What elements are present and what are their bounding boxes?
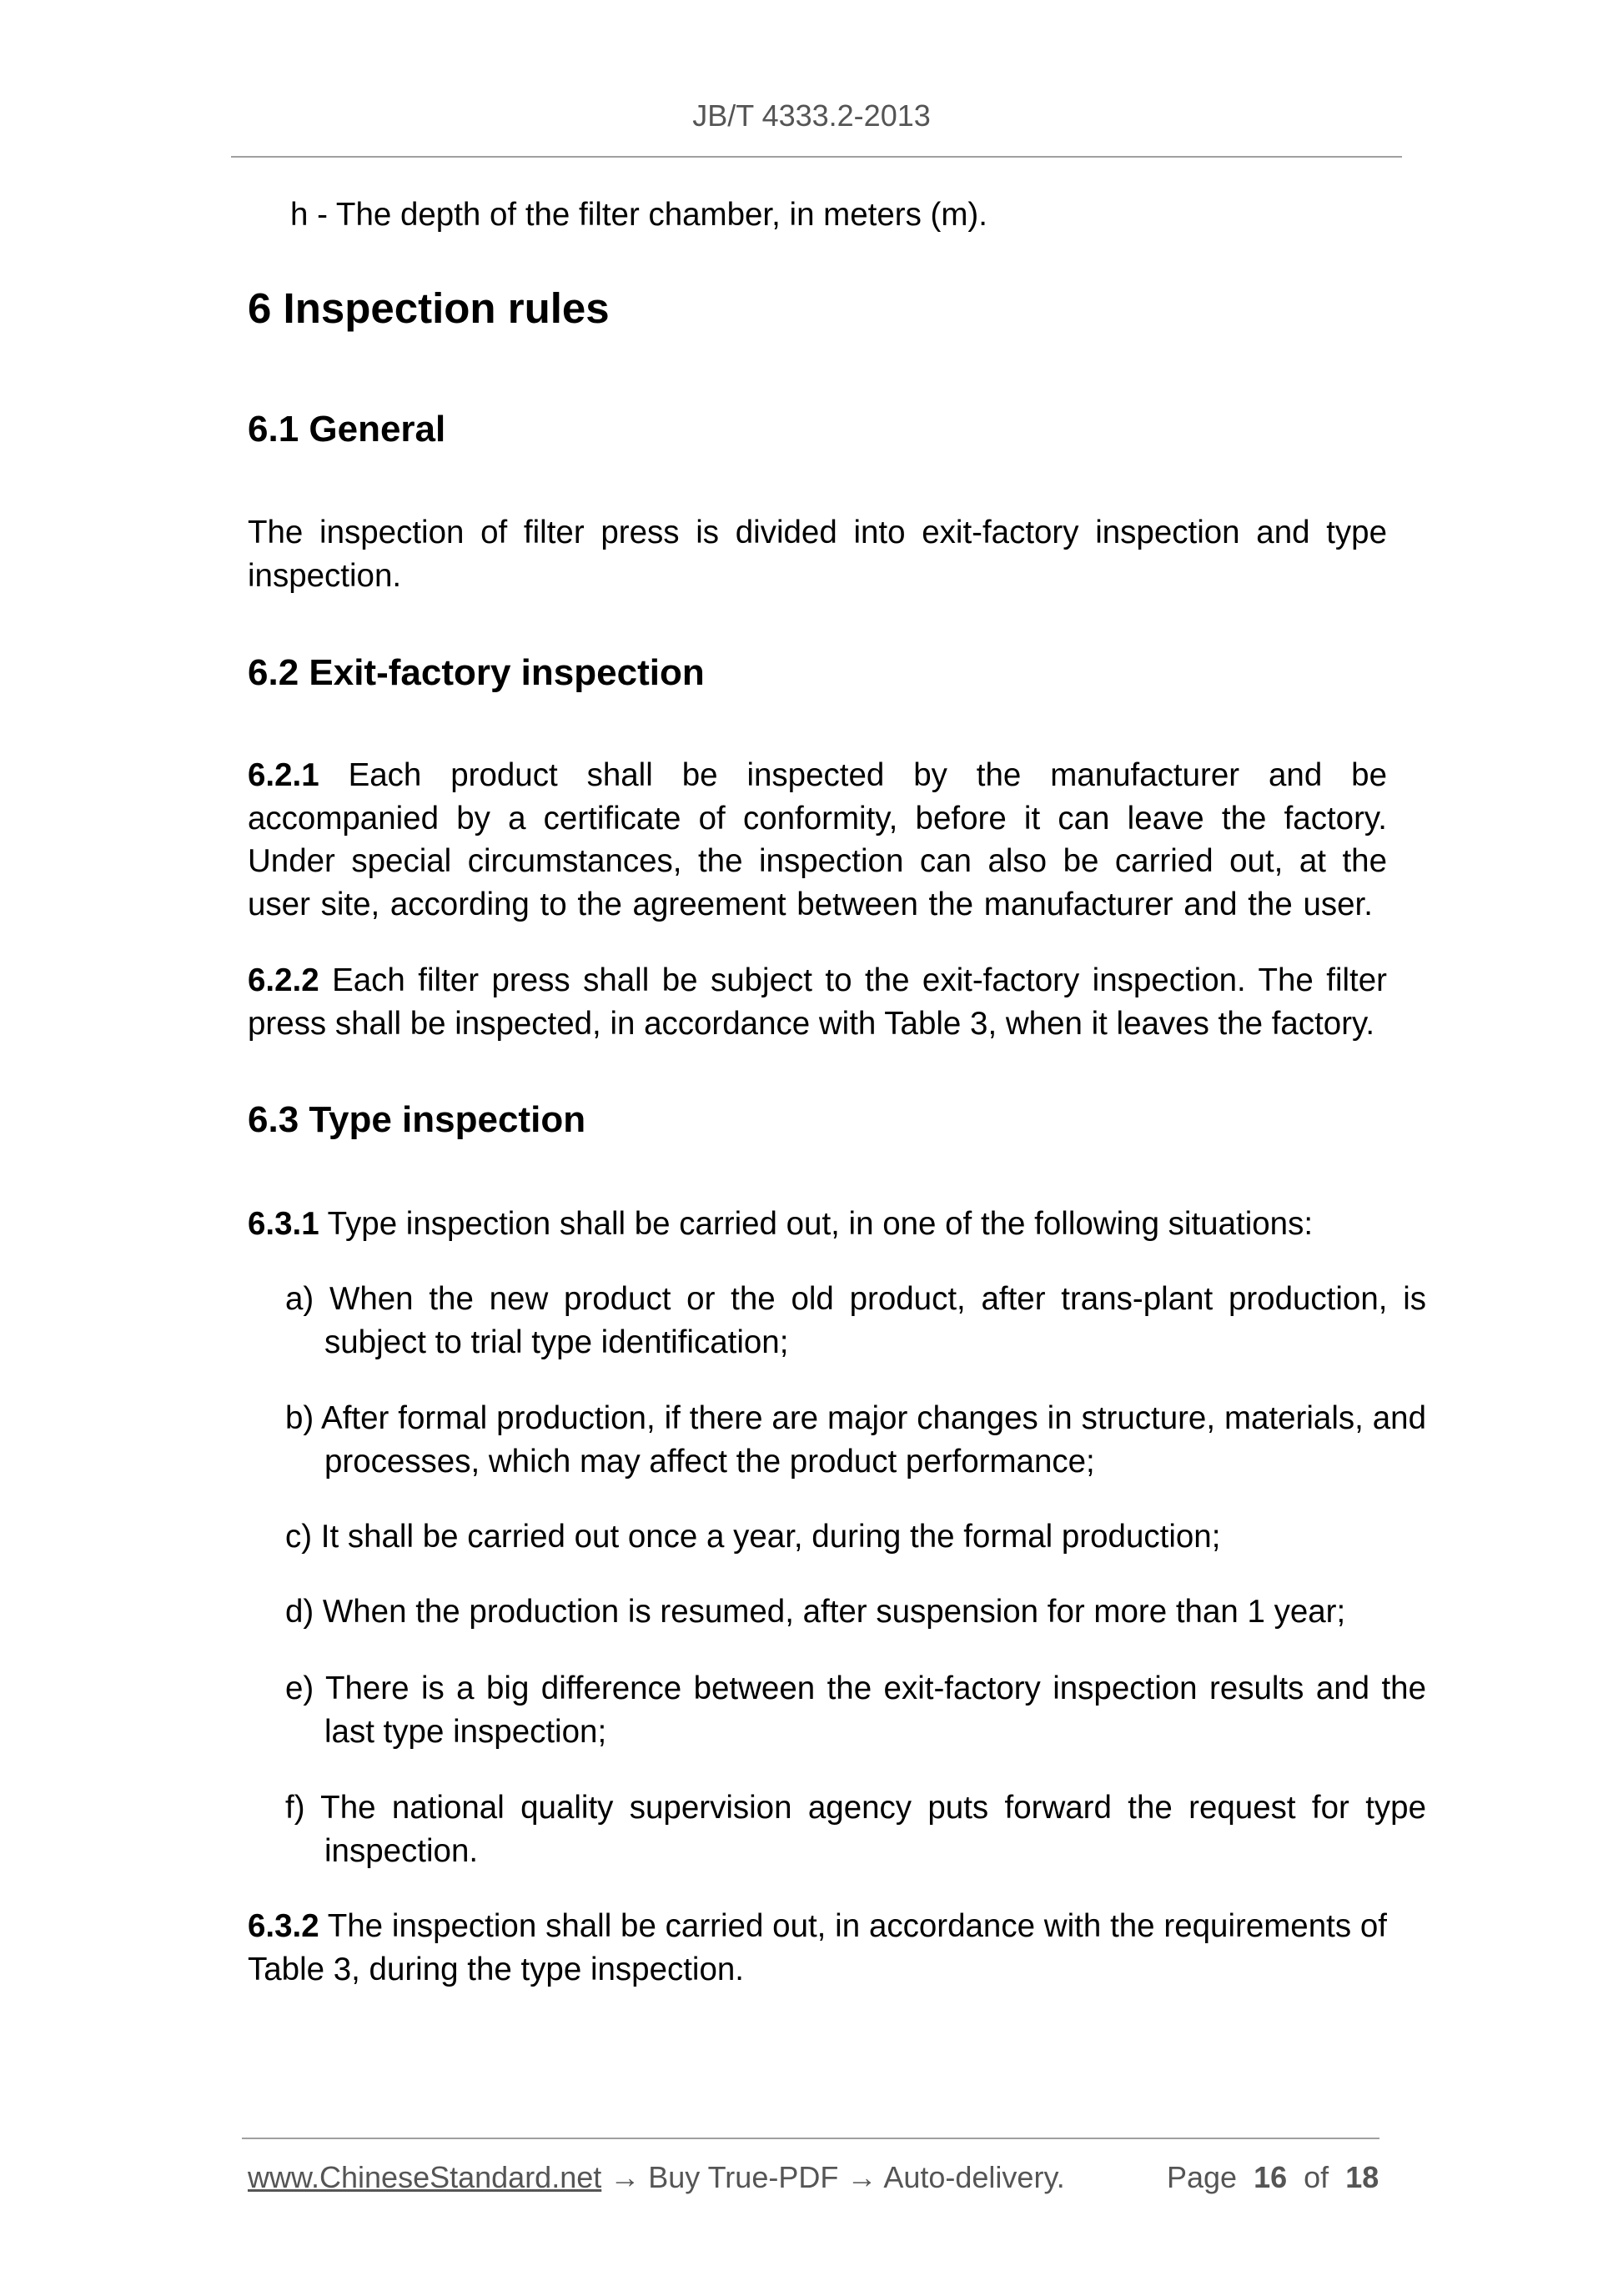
- buy-true-pdf-text: Buy True-PDF: [640, 2160, 847, 2194]
- clause-number: 6.3.1: [248, 1206, 319, 1242]
- clause-6-2-1: [248, 754, 1387, 926]
- clause-text: Each filter press shall be subject to the exit-factory inspection. The filter press shall be inspected, in accordance with Table 3, when it leaves the factory.: [248, 962, 1387, 1042]
- list-item-a: a) When the new product or the old product, after trans-plant production, is subject to trial type identification;: [285, 1281, 1426, 1360]
- section-6-1-paragraph: The inspection of filter press is divided into exit-factory inspection and type inspection.: [248, 515, 1387, 594]
- footer-promo: [248, 2160, 1065, 2195]
- clause-6-3-1: [248, 1203, 1387, 1246]
- list-item-e: e) There is a big difference between the exit-factory inspection results and the last type inspection;: [285, 1671, 1426, 1750]
- list-item-c: c) It shall be carried out once a year, during the formal production;: [285, 1519, 1221, 1555]
- arrow-right-icon: →: [610, 2160, 641, 2194]
- list-item-d: d) When the production is resumed, after suspension for more than 1 year;: [285, 1594, 1346, 1630]
- section-6-1-heading: 6.1 General: [248, 409, 446, 450]
- list-item-f: f) The national quality supervision agency puts forward the request for type inspection.: [285, 1790, 1426, 1869]
- section-6-heading: 6 Inspection rules: [248, 284, 610, 332]
- page-current: 16: [1254, 2160, 1288, 2194]
- clause-6-2-2: [248, 959, 1387, 1045]
- clause-text: Each product shall be inspected by the manufacturer and be accompanied by a certificate of conformity, before it can leave the factory. Under special circumstances, the inspection can also be carried out, at the user site, according to the agreement between the manufacturer and the user.: [248, 757, 1387, 922]
- variable-definition-h: h - The depth of the filter chamber, in meters (m).: [290, 197, 987, 233]
- clause-text: Type inspection shall be carried out, in one of the following situations:: [319, 1206, 1314, 1242]
- footer-divider: [242, 2138, 1379, 2139]
- page-label: Page: [1167, 2160, 1238, 2194]
- section-6-2-heading: 6.2 Exit-factory inspection: [248, 652, 705, 693]
- document-code-header: JB/T 4333.2-2013: [692, 98, 931, 133]
- arrow-right-icon: →: [847, 2160, 877, 2194]
- clause-6-3-2: [248, 1905, 1387, 1991]
- of-label: of: [1304, 2160, 1329, 2194]
- auto-delivery-text: Auto-delivery.: [877, 2160, 1065, 2194]
- clause-number: 6.2.2: [248, 962, 319, 998]
- section-6-3-heading: 6.3 Type inspection: [248, 1099, 586, 1140]
- clause-text: The inspection shall be carried out, in accordance with the requirements of Table 3, during the type inspection.: [248, 1908, 1387, 1987]
- page-total: 18: [1345, 2160, 1379, 2194]
- clause-number: 6.2.1: [248, 757, 319, 793]
- clause-number: 6.3.2: [248, 1908, 319, 1944]
- chinesestandard-link[interactable]: www.ChineseStandard.net: [248, 2160, 602, 2194]
- page-indicator: [1167, 2160, 1379, 2195]
- header-divider: [231, 156, 1402, 158]
- list-item-b: b) After formal production, if there are major changes in structure, materials, and processes, which may affect the product performance;: [285, 1400, 1426, 1480]
